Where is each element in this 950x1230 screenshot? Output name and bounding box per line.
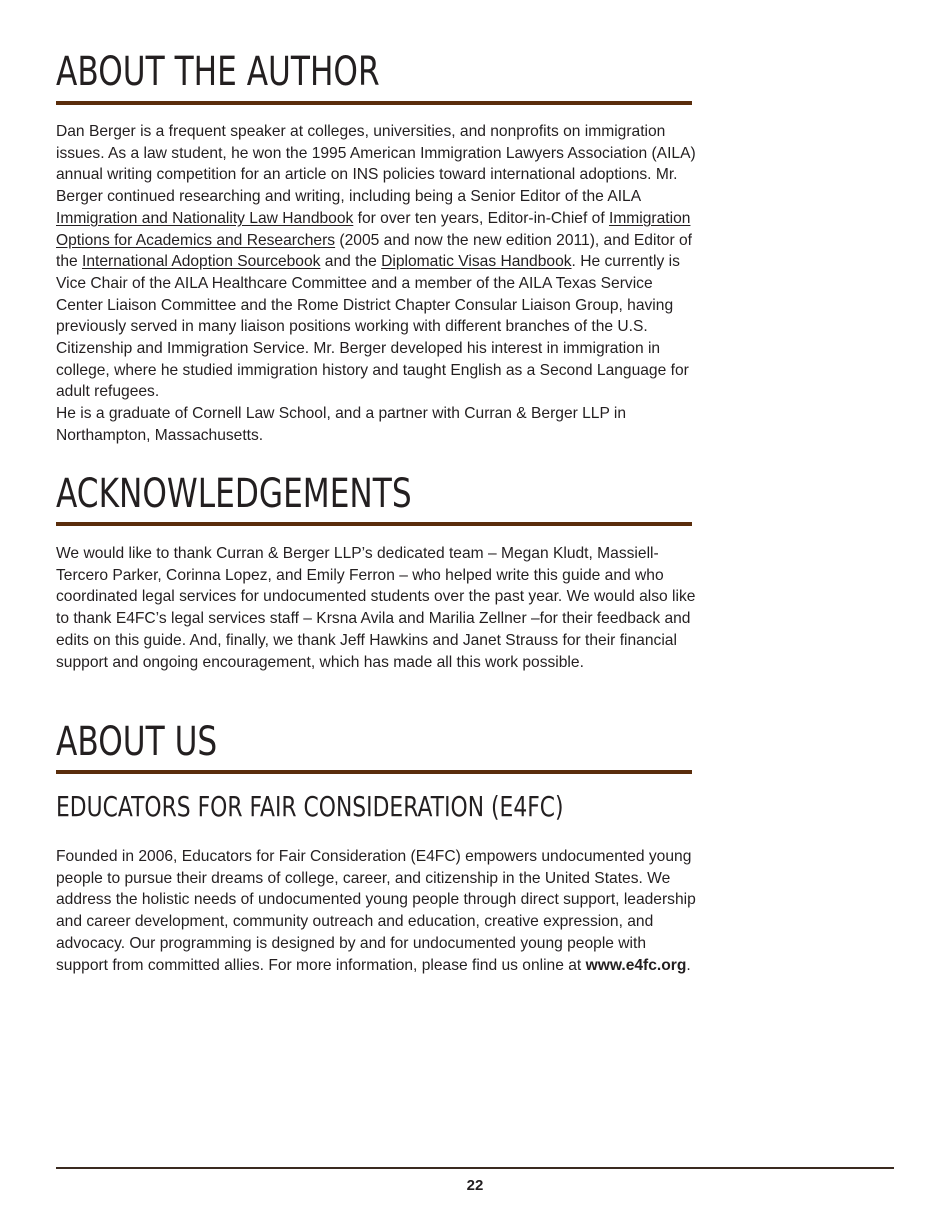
- about-author-heading: ABOUT THE AUTHOR: [56, 49, 380, 95]
- author-text-6: He is a graduate of Cornell Law School, and a partner with Curran & Berger LLP in Northampton, Massachusetts.: [56, 405, 627, 444]
- book-title-academics-researchers: Immigration Options for Academics and Researchers: [56, 209, 691, 249]
- book-title-diplomatic-visas: Diplomatic Visas Handbook: [381, 253, 572, 271]
- website-link[interactable]: www.e4fc.org: [585, 956, 687, 974]
- about-author-rule: [56, 101, 692, 105]
- page-number: 22: [466, 1177, 484, 1194]
- about-us-rule: [56, 770, 692, 774]
- acknowledgements-paragraph: We would like to thank Curran & Berger LLP’s dedicated team – Megan Kludt, Massiell-Tercero Parker, Corinna Lopez, and Emily Ferron – who helped write this guide and who coordinated legal services for undocumented students over the past year. We would also like to thank E4FC’s legal services staff – Krsna Avila and Marilia Zellner –for their feedback and edits on this guide. And, finally, we thank Jeff Hawkins and Janet Strauss for their financial support and ongoing encouragement, which has made all this work possible.: [56, 545, 696, 671]
- book-title-immigration-law-handbook: Immigration and Nationality Law Handbook: [56, 209, 354, 227]
- about-us-text: Founded in 2006, Educators for Fair Consideration (E4FC) empowers undocumented young people to pursue their dreams of college, career, and citizenship in the United States. We address the holistic needs of undocumented young people through direct support, leadership and career development, community outreach and education, creative expression, and advocacy. Our programming is designed by and for undocumented young people with support from committed allies. For more information, please find us online at: [56, 848, 696, 974]
- acknowledgements-rule: [56, 522, 692, 526]
- e4fc-subheading: EDUCATORS FOR FAIR CONSIDERATION (E4FC): [56, 790, 564, 823]
- author-text-1: Dan Berger is a frequent speaker at colleges, universities, and nonprofits on immigration issues. As a law student, he won the 1995 American Immigration Lawyers Association (AILA) annual writing competition for an article on INS policies toward international adoptions. Mr. Berger continued researching and writing, including being a Senior Editor of the AILA: [56, 123, 696, 206]
- about-author-paragraph: [56, 121, 696, 447]
- author-text-4: and the: [320, 253, 382, 271]
- acknowledgements-heading: ACKNOWLEDGEMENTS: [56, 471, 412, 517]
- about-us-text-end: .: [686, 956, 691, 974]
- author-text-5: . He currently is Vice Chair of the AILA Healthcare Committee and a member of the AILA Texas Service Center Liaison Committee and the Rome District Chapter Consular Liaison Group, having previously served in many liaison positions working with different branches of the U.S. Citizenship and Immigration Service. Mr. Berger developed his interest in immigration in college, where he studied immigration history and taught English as a Second Language for adult refugees.: [56, 253, 689, 401]
- footer-rule: [56, 1167, 894, 1169]
- author-text-2: for over ten years, Editor-in-Chief of: [353, 209, 609, 227]
- about-us-paragraph: [56, 846, 696, 976]
- book-title-adoption-sourcebook: International Adoption Sourcebook: [82, 253, 321, 271]
- author-text-3: (2005 and now the new edition 2011), and Editor of the: [56, 231, 692, 271]
- about-us-heading: ABOUT US: [56, 719, 218, 765]
